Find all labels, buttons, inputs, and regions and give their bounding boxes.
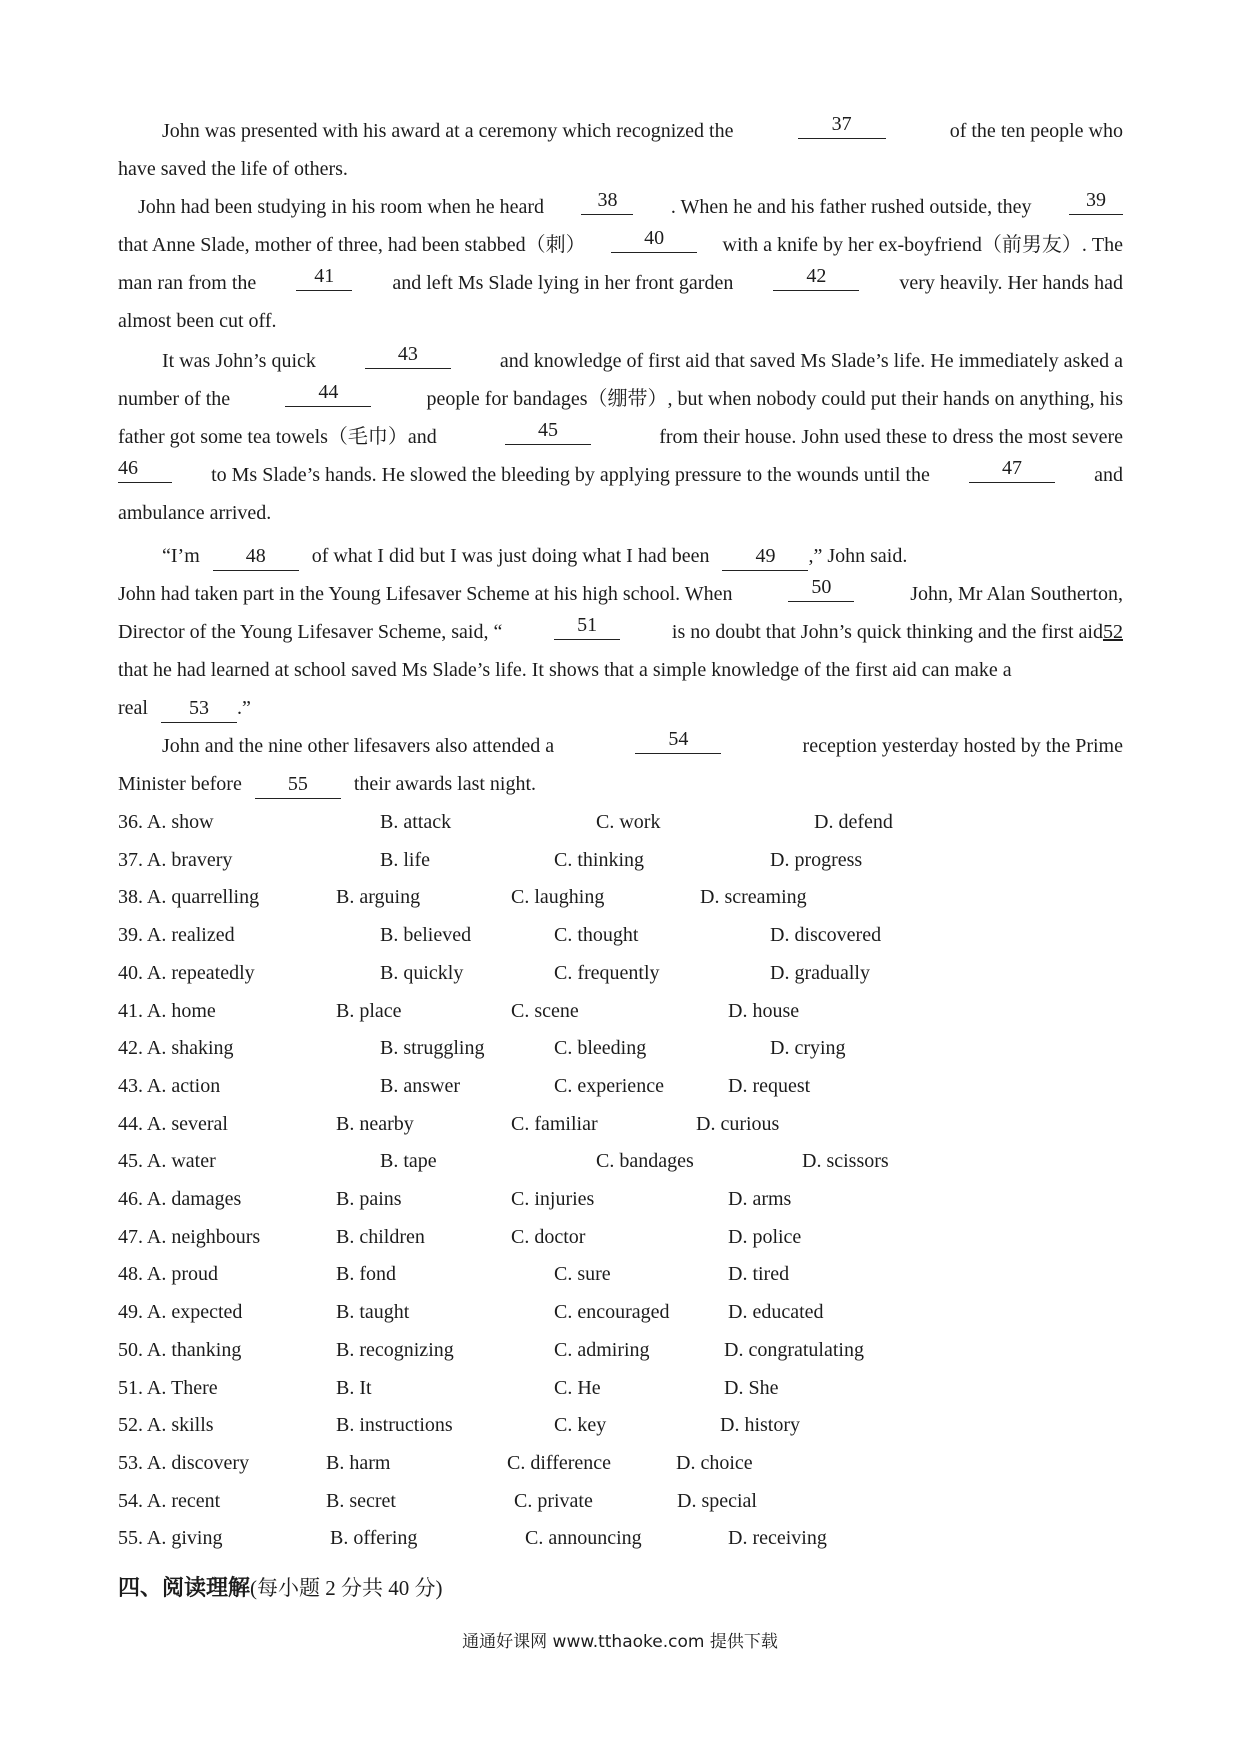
option-b: B. offering xyxy=(330,1527,418,1550)
option-d: D. She xyxy=(724,1376,779,1399)
option-d: D. progress xyxy=(770,848,863,871)
blank-45: 45 xyxy=(505,418,591,445)
option-d: D. house xyxy=(728,999,800,1022)
option-b: B. quickly xyxy=(380,961,464,984)
blank-40: 40 xyxy=(611,226,697,253)
option-b: B. believed xyxy=(380,924,472,947)
option-d: D. curious xyxy=(696,1112,780,1135)
text: ,” John said. xyxy=(808,545,908,567)
option-c: C. key xyxy=(554,1414,607,1437)
option-d: D. special xyxy=(677,1489,757,1512)
blank-54: 54 xyxy=(635,727,721,754)
option-b: B. harm xyxy=(326,1451,391,1474)
option-c: C. bleeding xyxy=(554,1037,647,1060)
option-a: 38. A. quarrelling xyxy=(118,886,260,909)
text: to Ms Slade’s hands. He slowed the bleeding by applying pressure to the wounds until the xyxy=(211,464,930,486)
option-c: C. scene xyxy=(511,999,579,1022)
option-a: 46. A. damages xyxy=(118,1188,242,1210)
blank-52: 52 xyxy=(1102,621,1123,643)
option-b: B. instructions xyxy=(336,1414,453,1437)
text: their awards last night. xyxy=(353,773,537,795)
blank-38: 38 xyxy=(581,188,633,215)
text: father got some tea towels（毛巾）and xyxy=(118,426,437,448)
text: of what I did but I was just doing what I had been xyxy=(311,545,710,567)
text: people for bandages（绷带）, but when nobody could put their hands on anything, his xyxy=(426,388,1123,410)
option-d: D. educated xyxy=(728,1301,824,1324)
option-d: D. scissors xyxy=(802,1150,889,1173)
text: that Anne Slade, mother of three, had been stabbed（刺） xyxy=(118,234,586,256)
option-c: C. experience xyxy=(554,1074,664,1097)
blank-51: 51 xyxy=(554,613,620,640)
option-b: B. life xyxy=(380,848,430,871)
text: that he had learned at school saved Ms Slade’s life. It shows that a simple knowledge of the first aid can make a xyxy=(118,659,1012,681)
text: from their house. John used these to dress the most severe xyxy=(659,426,1123,448)
blank-49: 49 xyxy=(722,544,808,571)
option-d: D. police xyxy=(728,1225,802,1248)
blank-48: 48 xyxy=(213,544,299,571)
text: and left Ms Slade lying in her front garden xyxy=(392,272,734,294)
option-b: B. It xyxy=(336,1376,372,1399)
blank-41: 41 xyxy=(296,264,352,291)
text: . When he and his father rushed outside, they xyxy=(670,196,1032,218)
option-c: C. thinking xyxy=(554,848,645,871)
option-b: B. answer xyxy=(380,1074,460,1097)
text: number of the xyxy=(118,388,231,410)
option-a: 37. A. bravery xyxy=(118,848,233,871)
option-a: 51. A. There xyxy=(118,1376,218,1399)
text: very heavily. Her hands had xyxy=(899,272,1123,294)
option-d: D. congratulating xyxy=(724,1338,864,1361)
blank-47: 47 xyxy=(969,456,1055,483)
option-c: C. He xyxy=(554,1376,601,1399)
text: “I’m xyxy=(162,545,200,567)
option-c: C. frequently xyxy=(554,961,660,984)
text: man ran from the xyxy=(118,272,257,294)
option-a: 48. A. proud xyxy=(118,1263,218,1286)
paragraph-1 xyxy=(118,112,1123,188)
text: is no doubt that John’s quick thinking and the first aid xyxy=(671,621,1103,643)
text: reception yesterday hosted by the Prime xyxy=(802,735,1123,757)
option-d: D. discovered xyxy=(770,924,882,947)
option-a: 36. A. show xyxy=(118,811,214,833)
option-b: B. struggling xyxy=(380,1037,485,1060)
option-a: 53. A. discovery xyxy=(118,1451,250,1474)
option-a: 43. A. action xyxy=(118,1074,221,1097)
paragraph-6 xyxy=(118,727,1123,803)
blank-44: 44 xyxy=(285,380,371,407)
blank-39: 39 xyxy=(1069,188,1123,215)
option-b: B. fond xyxy=(336,1263,396,1286)
option-d: D. choice xyxy=(676,1451,753,1474)
option-c: C. laughing xyxy=(511,886,605,909)
option-b: B. children xyxy=(336,1225,425,1248)
section-heading xyxy=(118,1571,443,1602)
option-d: D. request xyxy=(728,1074,811,1097)
paragraph-4 xyxy=(118,537,1123,575)
section-subtitle: (每小题 2 分共 40 分) xyxy=(250,1576,443,1600)
option-a: 49. A. expected xyxy=(118,1301,243,1324)
text: John, Mr Alan Southerton, xyxy=(910,583,1123,605)
text: John had been studying in his room when he heard xyxy=(138,196,545,218)
option-a: 50. A. thanking xyxy=(118,1338,242,1361)
text: ambulance arrived. xyxy=(118,502,272,524)
text: real xyxy=(118,697,148,719)
text: and xyxy=(1094,464,1123,486)
option-d: D. history xyxy=(720,1414,800,1437)
option-b: B. place xyxy=(336,999,402,1022)
paragraph-5 xyxy=(118,575,1123,727)
option-c: C. admiring xyxy=(554,1338,650,1361)
option-d: D. gradually xyxy=(770,961,870,984)
option-c: C. doctor xyxy=(511,1225,586,1248)
option-a: 45. A. water xyxy=(118,1150,216,1173)
paragraph-2 xyxy=(118,188,1123,340)
text: John was presented with his award at a ceremony which recognized the xyxy=(162,120,734,142)
option-c: C. private xyxy=(514,1489,593,1512)
option-c: C. injuries xyxy=(511,1188,595,1210)
blank-55: 55 xyxy=(255,772,341,799)
text: John had taken part in the Young Lifesaver Scheme at his high school. When xyxy=(118,583,733,605)
paragraph-3 xyxy=(118,342,1123,532)
option-b: B. nearby xyxy=(336,1112,414,1135)
option-c: C. difference xyxy=(507,1451,612,1474)
option-b: B. pains xyxy=(336,1188,402,1210)
option-a: 47. A. neighbours xyxy=(118,1225,261,1248)
blank-42: 42 xyxy=(773,264,859,291)
blank-43: 43 xyxy=(365,342,451,369)
option-a: 55. A. giving xyxy=(118,1527,223,1550)
option-c: C. familiar xyxy=(511,1112,598,1135)
text: John and the nine other lifesavers also attended a xyxy=(162,735,555,757)
option-a: 39. A. realized xyxy=(118,924,235,947)
option-a: 41. A. home xyxy=(118,999,216,1022)
text: It was John’s quick xyxy=(162,350,316,372)
option-a: 54. A. recent xyxy=(118,1489,221,1512)
option-b: B. taught xyxy=(336,1301,410,1324)
option-c: C. announcing xyxy=(525,1527,642,1550)
option-b: B. tape xyxy=(380,1150,437,1173)
option-b: B. attack xyxy=(380,811,452,833)
option-d: D. screaming xyxy=(700,886,807,909)
page-footer: 通通好课网 www.tthaoke.com 提供下载 xyxy=(462,1632,778,1652)
text: Minister before xyxy=(118,773,242,795)
option-d: D. arms xyxy=(728,1188,792,1210)
option-a: 42. A. shaking xyxy=(118,1037,234,1060)
option-b: B. recognizing xyxy=(336,1338,454,1361)
option-d: D. crying xyxy=(770,1037,846,1060)
option-c: C. thought xyxy=(554,924,639,947)
blank-53: 53 xyxy=(161,696,237,723)
option-c: C. encouraged xyxy=(554,1301,670,1324)
option-a: 52. A. skills xyxy=(118,1414,214,1437)
option-d: D. receiving xyxy=(728,1527,827,1550)
section-title: 四、阅读理解 xyxy=(118,1576,251,1601)
text: and knowledge of first aid that saved Ms Slade’s life. He immediately asked a xyxy=(499,350,1123,372)
option-d: D. defend xyxy=(814,811,893,833)
blank-46: 46 xyxy=(118,456,172,483)
text: of the ten people who xyxy=(949,120,1123,142)
blank-37: 37 xyxy=(798,112,886,139)
option-a: 40. A. repeatedly xyxy=(118,961,255,984)
option-b: B. arguing xyxy=(336,886,421,909)
text: almost been cut off. xyxy=(118,310,277,332)
option-a: 44. A. several xyxy=(118,1112,228,1135)
text: Director of the Young Lifesaver Scheme, said, “ xyxy=(118,621,503,643)
text: .” xyxy=(236,697,251,719)
option-c: C. bandages xyxy=(596,1150,694,1173)
option-c: C. work xyxy=(596,811,661,833)
option-d: D. tired xyxy=(728,1263,790,1286)
text: with a knife by her ex-boyfriend（前男友）. The xyxy=(722,234,1123,256)
option-c: C. sure xyxy=(554,1263,611,1286)
blank-50: 50 xyxy=(788,575,854,602)
option-b: B. secret xyxy=(326,1489,396,1512)
text: have saved the life of others. xyxy=(118,158,348,180)
